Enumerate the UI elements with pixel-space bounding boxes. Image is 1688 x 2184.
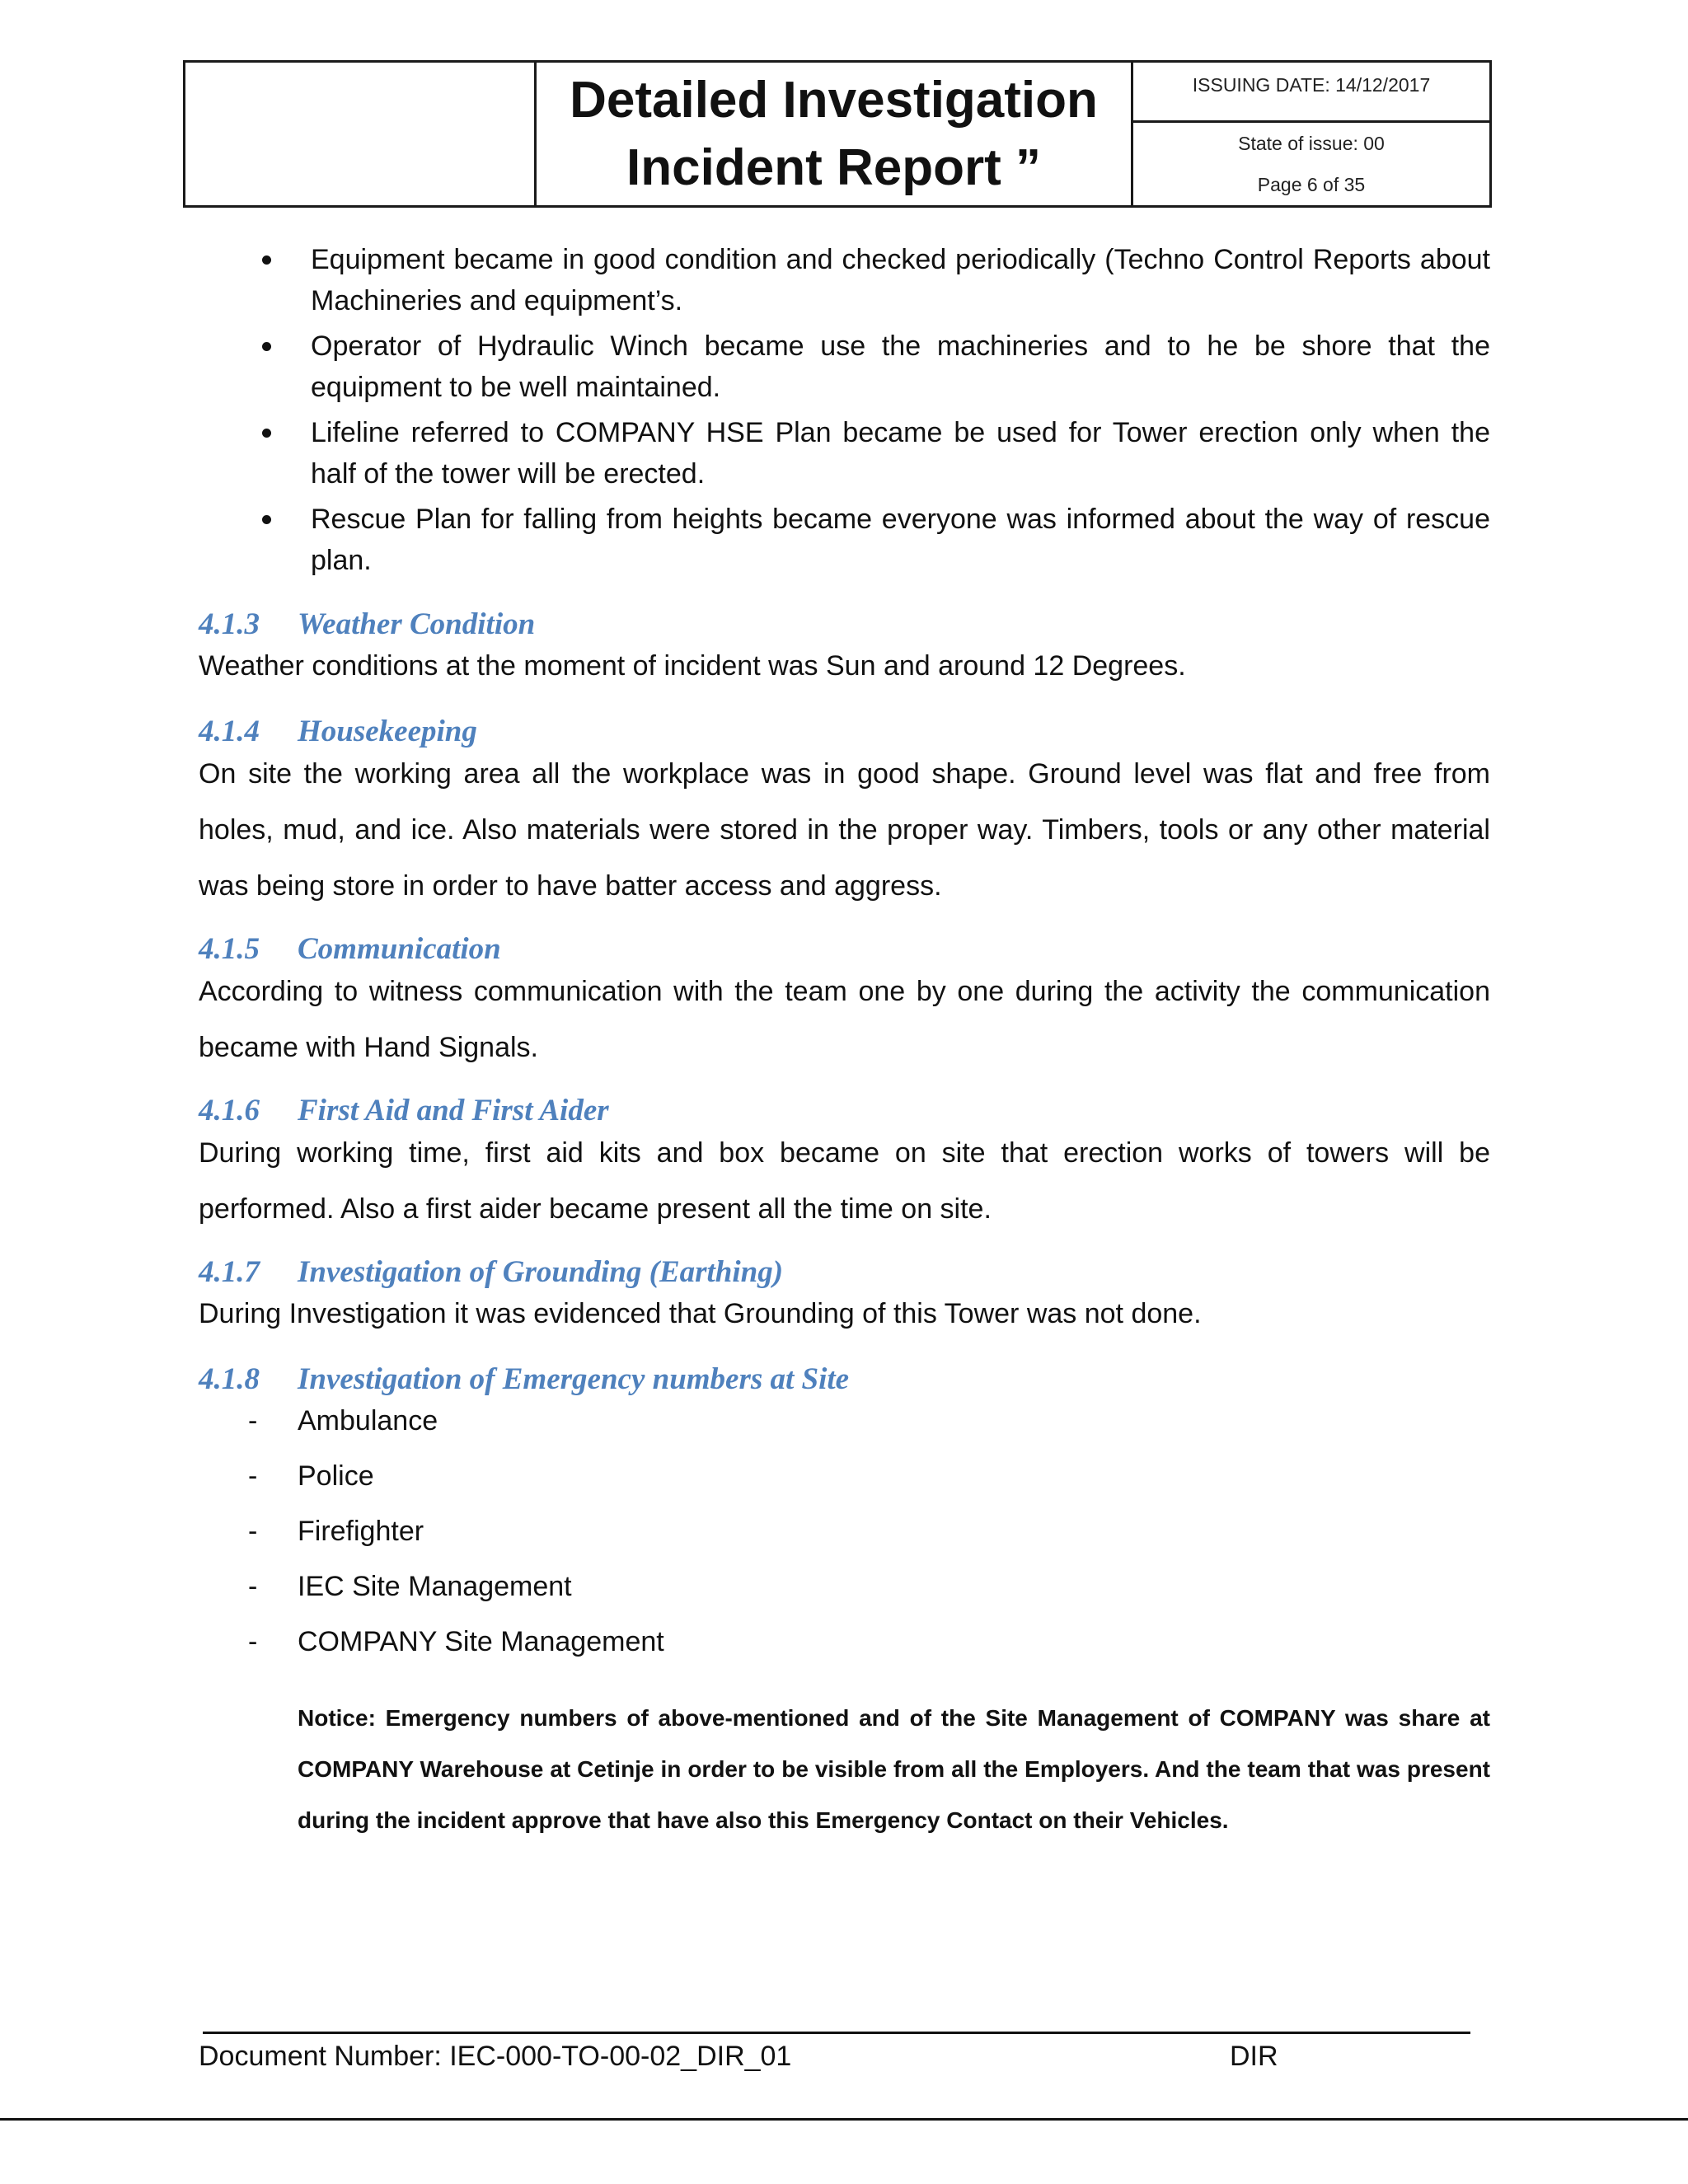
dash-marker: - (248, 1626, 258, 1657)
bullet-icon (262, 255, 271, 265)
header-meta (1133, 63, 1489, 205)
issuing-date: ISSUING DATE: 14/12/2017 (1133, 63, 1489, 123)
section-body-grounding: During Investigation it was evidenced that Grounding of this Tower was not done. (199, 1298, 1202, 1329)
list-item-text: Rescue Plan for falling from heights became everyone was informed about the way of rescue plan. (311, 504, 1490, 576)
list-item-text: Equipment became in good condition and checked periodically (Techno Control Reports about Machineries and equipment’s. (311, 244, 1490, 316)
section-number: 4.1.6 (199, 1094, 260, 1127)
section-title: Communication (298, 932, 501, 966)
list-item-text: COMPANY Site Management (298, 1626, 664, 1657)
section-number: 4.1.3 (199, 607, 260, 641)
section-body-housekeeping: On site the working area all the workplace was in good shape. Ground level was flat and free from holes, mud, and ice. Also materials were stored in the proper way. Timbers, tools or any other material was being store in order to have batter access and aggress. (199, 758, 1490, 902)
dash-marker: - (248, 1571, 258, 1602)
list-item (199, 1615, 1490, 1670)
section-number: 4.1.7 (199, 1255, 260, 1289)
document-title-line2: Incident Report ” (626, 138, 1041, 196)
section-body-weather: Weather conditions at the moment of incident was Sun and around 12 Degrees. (199, 650, 1186, 682)
list-item (199, 1449, 1490, 1504)
dash-marker: - (248, 1516, 258, 1547)
state-of-issue: State of issue: 00 (1238, 133, 1385, 154)
document-title-line1: Detailed Investigation (570, 71, 1098, 129)
section-title: Investigation of Grounding (Earthing) (298, 1255, 784, 1289)
section-title: Weather Condition (298, 607, 536, 641)
list-item-text: Ambulance (298, 1405, 438, 1436)
issue-info (1133, 123, 1489, 205)
page-number: Page 6 of 35 (1257, 174, 1366, 195)
list-item (199, 499, 1490, 581)
document-number: Document Number: IEC-000-TO-00-02_DIR_01 (199, 2041, 792, 2072)
list-item-text: Police (298, 1460, 374, 1492)
dash-marker: - (248, 1460, 258, 1492)
list-item (199, 326, 1490, 408)
dash-marker: - (248, 1405, 258, 1436)
list-item (199, 1394, 1490, 1449)
page-bottom-divider (0, 2118, 1688, 2121)
section-title: Housekeeping (298, 715, 477, 748)
header-logo-cell (185, 63, 537, 205)
list-item (199, 1559, 1490, 1615)
section-body-communication: According to witness communication with the team one by one during the activity the communication became with Hand Signals. (199, 976, 1490, 1063)
section-title: First Aid and First Aider (298, 1094, 609, 1127)
list-item-text: IEC Site Management (298, 1571, 572, 1602)
list-item (199, 239, 1490, 321)
list-item (199, 412, 1490, 494)
notice-paragraph: Notice: Emergency numbers of above-mentioned and of the Site Management of COMPANY was share at COMPANY Warehouse at Cetinje in order to be visible from all the Employers. And the team that was present during the incident approve that have also this Emergency Contact on their Vehicles. (298, 1705, 1490, 1833)
list-item-text: Operator of Hydraulic Winch became use the machineries and to he be shore that the equipment to be well maintained. (311, 330, 1490, 403)
section-heading-weather (199, 604, 1490, 645)
list-item-text: Lifeline referred to COMPANY HSE Plan became be used for Tower erection only when the half of the tower will be erected. (311, 417, 1490, 490)
document-code: DIR (1230, 2041, 1278, 2072)
bullet-list (199, 239, 1490, 581)
footer-divider (203, 2032, 1470, 2034)
list-item (199, 1504, 1490, 1559)
section-number: 4.1.4 (199, 715, 260, 748)
emergency-list (199, 1394, 1490, 1670)
bullet-icon (262, 429, 271, 438)
bullet-icon (262, 342, 271, 351)
page-body (199, 239, 1490, 1869)
list-item-text: Firefighter (298, 1516, 424, 1547)
document-title (537, 63, 1133, 205)
bullet-icon (262, 515, 271, 524)
section-title: Investigation of Emergency numbers at Site (298, 1362, 850, 1396)
section-number: 4.1.8 (199, 1362, 260, 1396)
document-header (183, 60, 1492, 208)
section-heading-grounding (199, 1252, 1490, 1293)
section-number: 4.1.5 (199, 932, 260, 966)
section-body-first-aid: During working time, first aid kits and box became on site that erection works of towers will be performed. Also a first aider became present all the time on site. (199, 1137, 1490, 1225)
